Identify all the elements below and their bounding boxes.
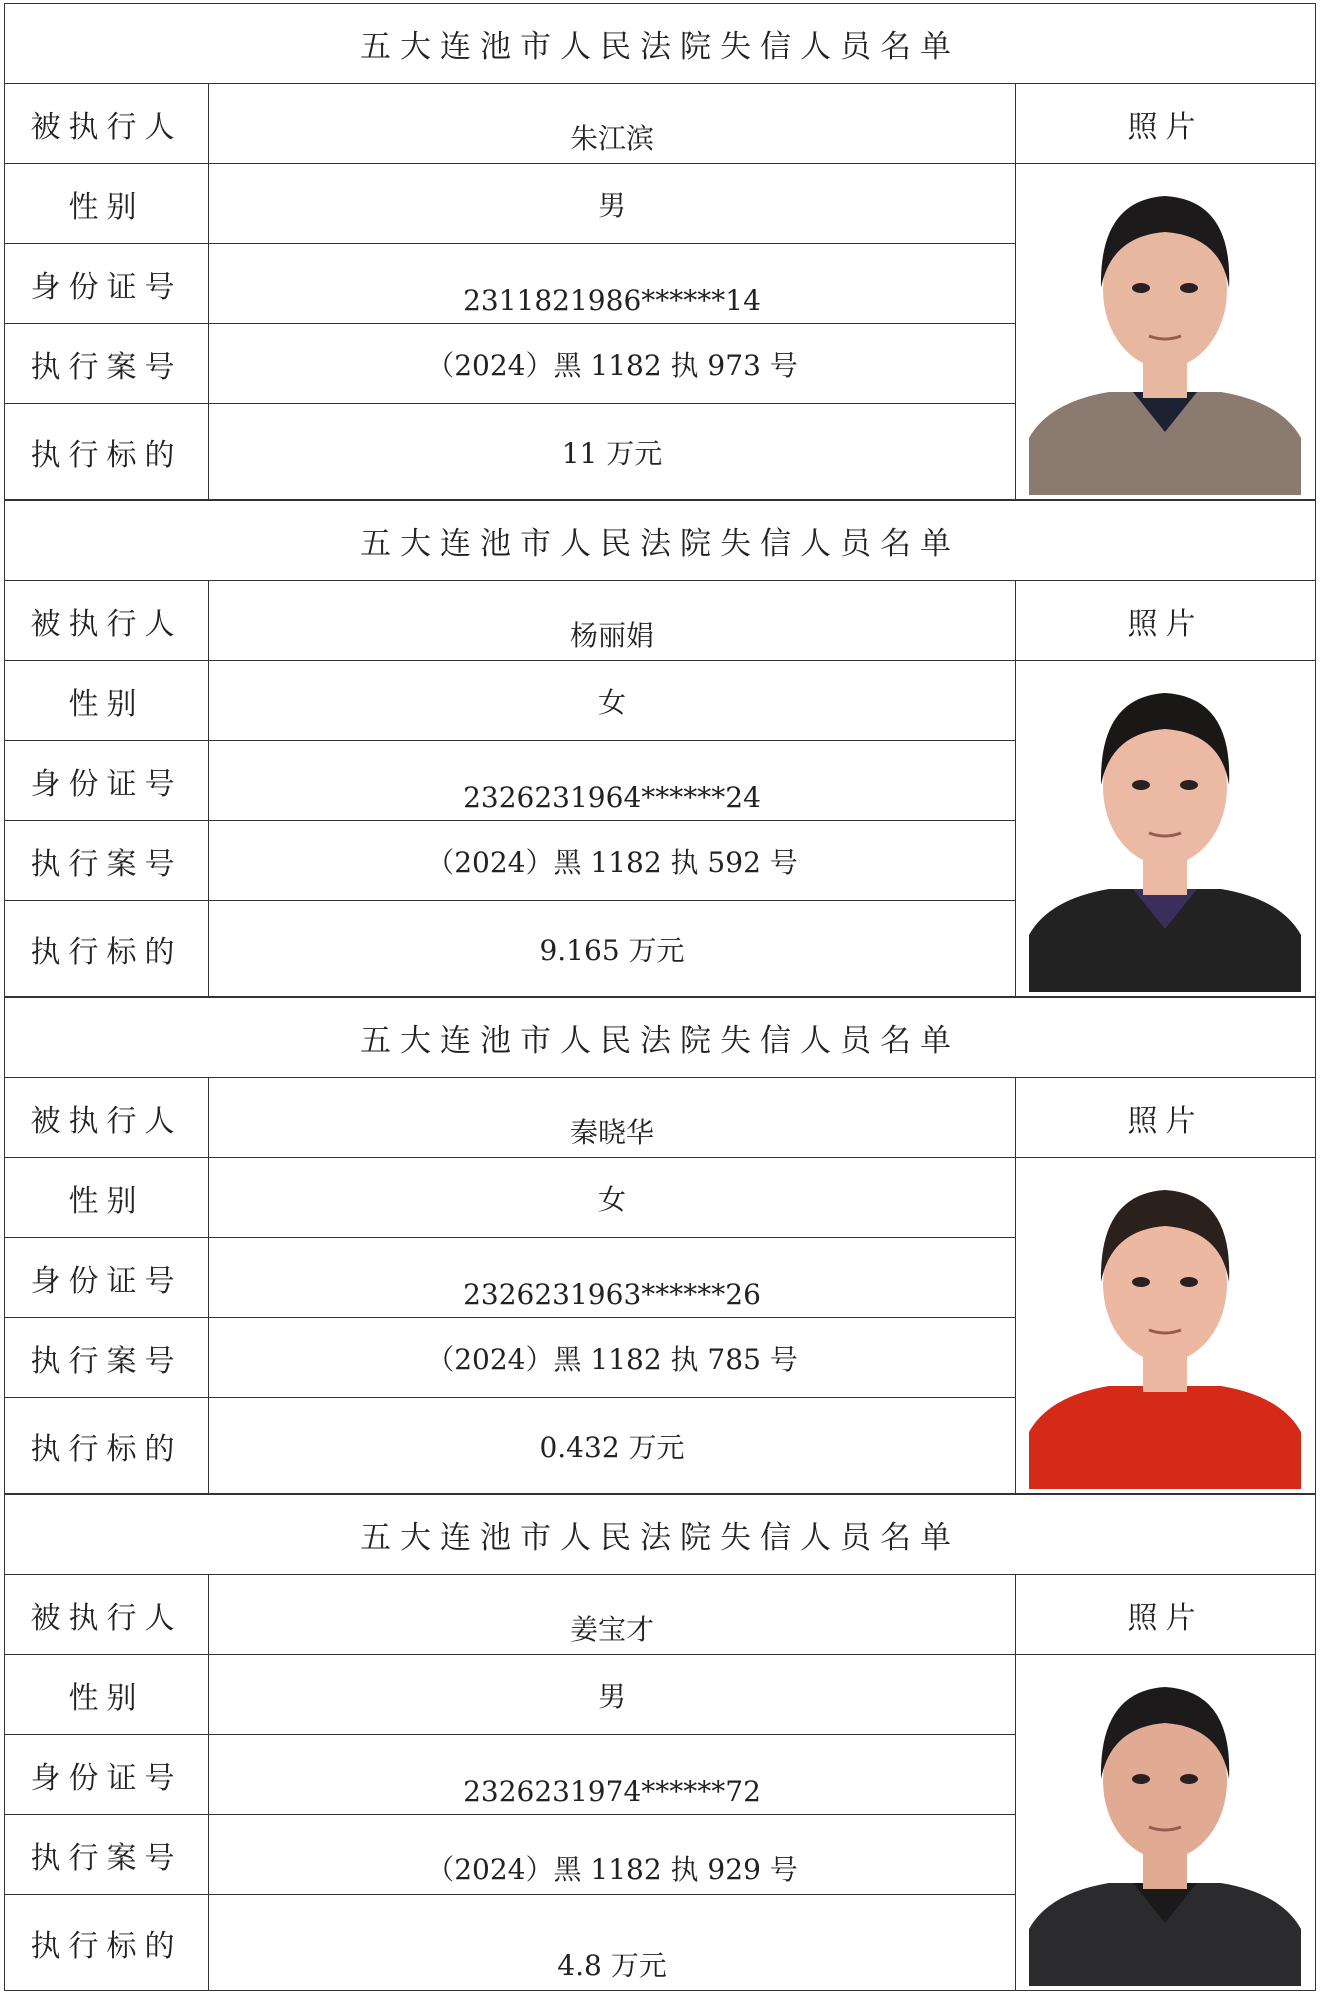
value-id-number: 2311821986******14 [208,243,1016,324]
value-gender: 男 [208,163,1016,244]
value-case-number: （2024）黑 1182 执 785 号 [208,1317,1016,1398]
photo-right-eye [1180,1774,1198,1784]
record-block [4,1494,1316,1991]
label-person: 被执行人 [4,83,209,164]
portrait-photo [1029,1164,1301,1489]
photo-left-eye [1132,283,1150,293]
label-person: 被执行人 [4,1077,209,1158]
portrait-photo [1029,1661,1301,1986]
label-amount: 执行标的 [4,1397,209,1494]
value-amount: 9.165 万元 [208,900,1016,997]
value-gender: 女 [208,1157,1016,1238]
label-gender: 性别 [4,163,209,244]
record-title: 五大连池市人民法院失信人员名单 [4,3,1316,84]
photo-left-eye [1132,780,1150,790]
value-case-number: （2024）黑 1182 执 973 号 [208,323,1016,404]
photo-cell [1015,660,1316,997]
value-amount: 4.8 万元 [208,1894,1016,1991]
value-case-number: （2024）黑 1182 执 592 号 [208,820,1016,901]
label-case-number: 执行案号 [4,1814,209,1895]
value-gender: 男 [208,1654,1016,1735]
photo-right-eye [1180,780,1198,790]
photo-right-eye [1180,1277,1198,1287]
label-photo: 照片 [1015,580,1316,661]
value-amount: 0.432 万元 [208,1397,1016,1494]
label-case-number: 执行案号 [4,1317,209,1398]
value-id-number: 2326231964******24 [208,740,1016,821]
value-name: 姜宝才 [208,1574,1016,1655]
label-id-number: 身份证号 [4,740,209,821]
label-amount: 执行标的 [4,403,209,500]
label-photo: 照片 [1015,1077,1316,1158]
label-id-number: 身份证号 [4,1237,209,1318]
value-amount: 11 万元 [208,403,1016,500]
value-id-number: 2326231963******26 [208,1237,1016,1318]
label-amount: 执行标的 [4,1894,209,1991]
label-photo: 照片 [1015,1574,1316,1655]
value-gender: 女 [208,660,1016,741]
record-block [4,500,1316,997]
value-id-number: 2326231974******72 [208,1734,1016,1815]
photo-right-eye [1180,283,1198,293]
record-block [4,3,1316,500]
value-name: 杨丽娟 [208,580,1016,661]
label-person: 被执行人 [4,580,209,661]
photo-cell [1015,1157,1316,1494]
label-amount: 执行标的 [4,900,209,997]
record-title: 五大连池市人民法院失信人员名单 [4,997,1316,1078]
photo-cell [1015,1654,1316,1991]
value-name: 秦晓华 [208,1077,1016,1158]
label-case-number: 执行案号 [4,820,209,901]
record-block [4,997,1316,1494]
label-gender: 性别 [4,1654,209,1735]
label-person: 被执行人 [4,1574,209,1655]
record-title: 五大连池市人民法院失信人员名单 [4,1494,1316,1575]
value-name: 朱江滨 [208,83,1016,164]
portrait-photo [1029,667,1301,992]
label-photo: 照片 [1015,83,1316,164]
label-id-number: 身份证号 [4,243,209,324]
value-case-number: （2024）黑 1182 执 929 号 [208,1814,1016,1895]
photo-cell [1015,163,1316,500]
label-gender: 性别 [4,660,209,741]
label-gender: 性别 [4,1157,209,1238]
record-title: 五大连池市人民法院失信人员名单 [4,500,1316,581]
photo-left-eye [1132,1774,1150,1784]
label-id-number: 身份证号 [4,1734,209,1815]
portrait-photo [1029,170,1301,495]
photo-left-eye [1132,1277,1150,1287]
label-case-number: 执行案号 [4,323,209,404]
